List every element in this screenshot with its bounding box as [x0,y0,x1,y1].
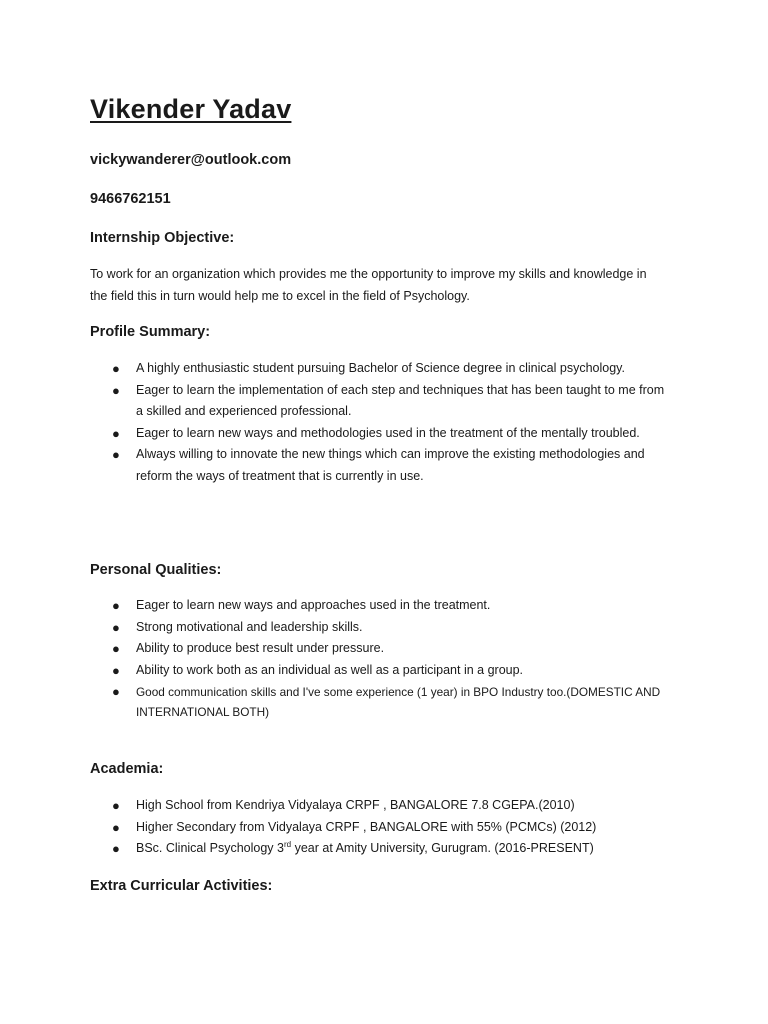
bullet-icon: ● [112,382,120,398]
bullet-icon: ● [112,425,120,441]
bullet-icon: ● [112,641,120,656]
personal-qualities-list-extra [110,682,670,722]
internship-objective-text: To work for an organization which provides me the opportunity to improve my skills and knowledge in the field this in turn would help me to excel in the field of Psychology. [90,267,647,303]
bullet-icon: ● [112,684,120,699]
list-item: ● Strong motivational and leadership skills. [110,617,670,639]
bullet-icon: ● [112,798,120,813]
internship-objective-heading: Internship Objective: [90,230,235,246]
bullet-icon: ● [112,447,120,462]
bullet-icon: ● [112,841,120,856]
bullet-icon: ● [112,619,120,635]
list-item: ● A highly enthusiastic student pursuing Bachelor of Science degree in clinical psychology. [110,358,670,380]
academia-heading: Academia: [90,761,164,777]
bullet-icon: ● [112,662,120,678]
bullet-icon: ● [112,598,120,613]
email-address: vickywanderer@outlook.com [90,152,292,168]
profile-summary-heading: Profile Summary: [90,324,211,340]
phone-number: 9466762151 [90,191,171,207]
list-item: ● Ability to produce best result under pressure. [110,638,670,660]
list-item: ● Ability to work both as an individual as well as a participant in a group. [110,660,670,682]
list-item: ● Higher Secondary from Vidyalaya CRPF , BANGALORE with 55% (PCMCs) (2012) [110,817,690,839]
candidate-name: Vikender Yadav [90,94,292,124]
personal-qualities-list [110,595,670,681]
academia-list [110,795,690,860]
list-item: ● Eager to learn new ways and methodologies used in the treatment of the mentally troubled. [110,423,670,445]
personal-qualities-heading: Personal Qualities: [90,562,222,578]
bullet-icon: ● [112,361,120,376]
bullet-icon: ● [112,819,120,835]
list-item: ● BSc. Clinical Psychology 3rd year at Amity University, Gurugram. (2016-PRESENT) [110,838,690,860]
list-item: ● High School from Kendriya Vidyalaya CRPF , BANGALORE 7.8 CGEPA.(2010) [110,795,690,817]
extra-curricular-heading: Extra Curricular Activities: [90,878,273,894]
list-item: ● Always willing to innovate the new things which can improve the existing methodologies and reform the ways of treatment that is currently in use. [110,444,670,487]
list-item: ● Eager to learn new ways and approaches used in the treatment. [110,595,670,617]
list-item: ● Eager to learn the implementation of each step and techniques that has been taught to me from a skilled and experienced professional. [110,380,670,423]
list-item: ● Good communication skills and I've some experience (1 year) in BPO Industry too.(DOMESTIC AND INTERNATIONAL BOTH) [112,684,661,719]
profile-summary-list [110,358,670,487]
